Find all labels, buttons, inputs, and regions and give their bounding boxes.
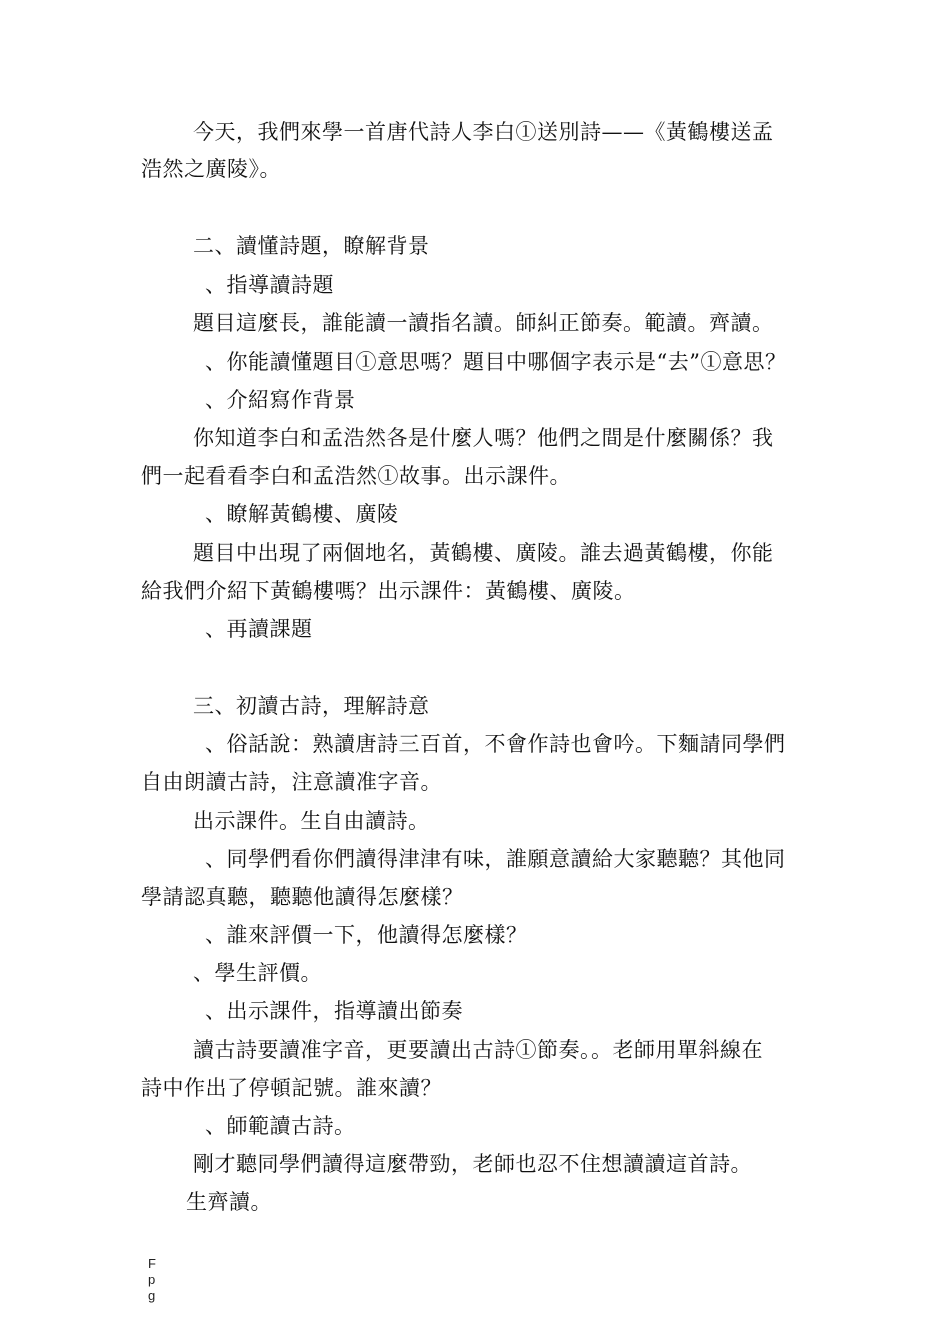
section-heading-3: 三、初讀古詩，理解詩意 bbox=[193, 694, 430, 718]
paragraph-line: 出示課件。生自由讀詩。 bbox=[193, 809, 430, 833]
paragraph-line: 給我們介紹下黃鶴樓嗎？出示課件：黃鶴樓、廣陵。 bbox=[141, 579, 636, 603]
list-item: 、瞭解黃鶴樓、廣陵 bbox=[205, 502, 399, 526]
paragraph-line: 題目中出現了兩個地名，黃鶴樓、廣陵。誰去過黃鶴樓，你能 bbox=[193, 541, 774, 565]
paragraph-line: 剛才聽同學們讀得這麼帶勁，老師也忍不住想讀讀這首詩。 bbox=[193, 1152, 752, 1176]
list-item: 、誰來評價一下，他讀得怎麼樣？ bbox=[205, 923, 528, 947]
list-item: 、師範讀古詩。 bbox=[205, 1114, 356, 1138]
paragraph-line: 詩中作出了停頓記號。誰來讀？ bbox=[141, 1076, 442, 1100]
paragraph-line: 們一起看看李白和孟浩然①故事。出示課件。 bbox=[141, 464, 571, 488]
paragraph-intro-line-2: 浩然之廣陵》。 bbox=[141, 157, 281, 181]
paragraph-line: 你知道李白和孟浩然各是什麼人嗎？他們之間是什麼關係？我 bbox=[193, 426, 774, 450]
paragraph-line: 讀古詩要讀准字音，更要讀出古詩①節奏。。老師用單斜線在 bbox=[193, 1038, 763, 1062]
paragraph-line: 自由朗讀古詩，注意讀准字音。 bbox=[141, 770, 442, 794]
list-item: 、學生評價。 bbox=[193, 961, 322, 985]
page-footer-text: Fpg bbox=[148, 1256, 156, 1303]
paragraph-line: 學請認真聽，聽聽他讀得怎麼樣？ bbox=[141, 885, 464, 909]
list-item: 、俗話說：熟讀唐詩三百首，不會作詩也會吟。下麵請同學們 bbox=[205, 732, 786, 756]
list-item: 、指導讀詩題 bbox=[205, 273, 334, 297]
list-item: 、你能讀懂題目①意思嗎？題目中哪個字表示是“去”①意思？ bbox=[205, 350, 787, 374]
paragraph-line: 生齊讀。 bbox=[186, 1190, 272, 1214]
list-item: 、同學們看你們讀得津津有味，誰願意讀給大家聽聽？其他同 bbox=[205, 847, 786, 871]
list-item: 、介紹寫作背景 bbox=[205, 388, 356, 412]
paragraph-intro-line-1: 今天，我們來學一首唐代詩人李白①送別詩——《黃鶴樓送孟 bbox=[193, 120, 774, 144]
paragraph-line: 題目這麼長，誰能讀一讀指名讀。師糾正節奏。範讀。齊讀。 bbox=[193, 311, 774, 335]
list-item: 、出示課件，指導讀出節奏 bbox=[205, 999, 463, 1023]
list-item: 、再讀課題 bbox=[205, 617, 313, 641]
section-heading-2: 二、讀懂詩題，瞭解背景 bbox=[193, 234, 430, 258]
